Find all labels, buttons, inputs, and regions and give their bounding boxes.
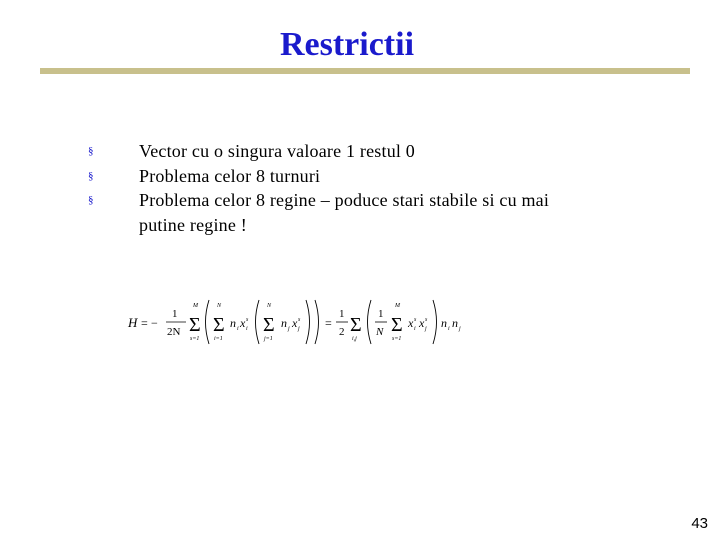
prod-x-i: x [408, 316, 414, 330]
tail-n-j: n [452, 316, 458, 330]
term-n-j: n [281, 316, 287, 330]
prod-x-i-sub: i [414, 326, 416, 332]
bullet-text: Vector cu o singura valoare 1 restul 0 [139, 141, 416, 161]
paren-right-1 [315, 300, 319, 344]
prod-x-i-sup: s [414, 317, 417, 323]
tail-n-j-sub: j [459, 326, 461, 332]
frac3-numerator: 1 [378, 308, 384, 320]
frac2-numerator: 1 [339, 308, 345, 320]
formula-lhs: H [128, 315, 138, 330]
tail-n-i: n [441, 316, 447, 330]
sum-outer-upper: M [193, 303, 198, 309]
sum-i-lower: i=1 [214, 336, 223, 342]
frac1-denominator: 2N [167, 326, 181, 338]
formula-minus: − [151, 316, 158, 330]
term-n-j-sub: j [288, 326, 290, 332]
formula-equals-2: = [325, 316, 332, 330]
paren-right-3 [433, 300, 437, 344]
sum-s-lower: s=1 [392, 336, 402, 342]
sum-j-lower: j=1 [264, 336, 273, 342]
sum-j-sigma-icon: Σ [263, 314, 275, 336]
sum-j-upper: N [267, 303, 272, 309]
sum-i-upper: N [217, 303, 222, 309]
sum-i-sigma-icon: Σ [213, 314, 225, 336]
bullet-marker-icon: § [88, 194, 94, 206]
bullet-text: Problema celor 8 turnuri [139, 165, 321, 186]
hamiltonian-formula [126, 296, 471, 348]
sum-s-sigma-icon: Σ [391, 314, 403, 336]
term-x-i-sub: i [246, 326, 248, 332]
prod-x-j: x [419, 316, 425, 330]
formula-graphic [126, 296, 471, 348]
frac3-denominator: N [376, 326, 384, 338]
term-x-j-sub: j [298, 326, 300, 332]
paren-left-2 [256, 300, 260, 344]
term-n-i-sub: i [237, 326, 239, 332]
paren-right-2 [306, 300, 310, 344]
prod-x-j-sub: j [425, 326, 427, 332]
bullet-list [88, 139, 558, 237]
bullet-item [88, 164, 558, 189]
term-x-j: x [292, 316, 298, 330]
sum-s-upper: M [395, 303, 400, 309]
bullet-item [88, 188, 558, 237]
sum-ij-lower: i,j [352, 336, 357, 342]
bullet-item [88, 139, 558, 164]
sum-outer-lower: s=1 [190, 336, 200, 342]
term-x-i: x [240, 316, 246, 330]
term-n-i: n [230, 316, 236, 330]
prod-x-j-sup: s [425, 317, 428, 323]
frac1-numerator: 1 [172, 308, 178, 320]
frac2-denominator: 2 [339, 326, 345, 338]
sum-outer-sigma-icon: Σ [189, 314, 201, 336]
tail-n-i-sub: i [448, 326, 450, 332]
term-x-j-sup: s [298, 317, 301, 323]
paren-left-3 [368, 300, 372, 344]
slide-title: Restrictii [279, 26, 415, 63]
page-number: 43 [691, 515, 708, 532]
sum-ij-sigma-icon: Σ [350, 314, 362, 336]
term-x-i-sup: s [246, 317, 249, 323]
formula-equals: = [141, 316, 148, 330]
title-underline [40, 68, 690, 74]
bullet-marker-icon: § [88, 169, 94, 182]
bullet-marker-icon: § [88, 145, 94, 157]
bullet-text: Problema celor 8 regine – poduce stari stabile si cu mai putine regine ! [139, 190, 550, 235]
paren-left-1 [206, 300, 210, 344]
